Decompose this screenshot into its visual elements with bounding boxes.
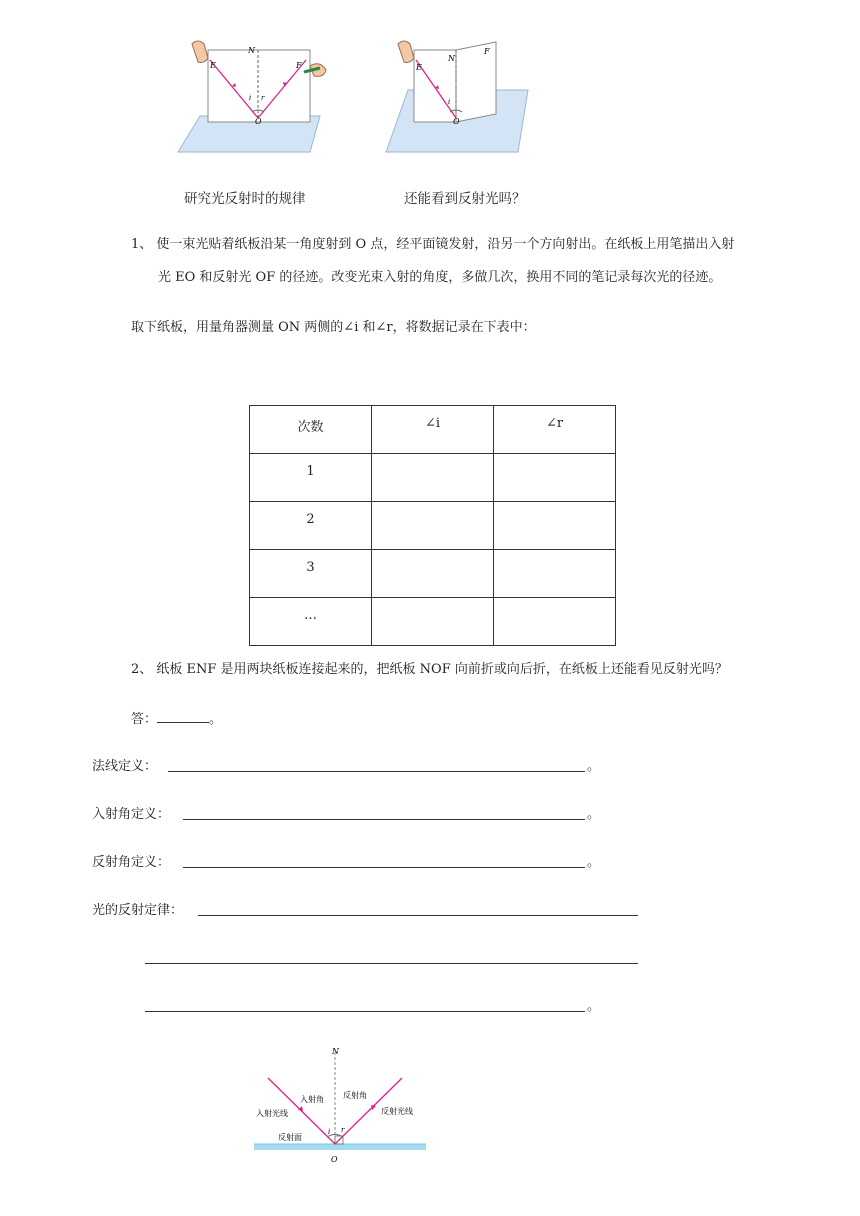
label-e: E [416, 63, 422, 72]
cell-angle-r[interactable] [494, 550, 616, 598]
incident-angle-definition-label: 入射角定义： [92, 807, 171, 822]
surface-label: 反射面 [278, 1133, 302, 1142]
reflection-law-blank-1[interactable] [198, 915, 638, 916]
row-number: 3 [250, 550, 372, 598]
cell-angle-i[interactable] [372, 550, 494, 598]
reflection-angle-label: 反射角 [343, 1091, 367, 1100]
step1-line2: 光 EO 和反射光 OF 的径迹。改变光束入射的角度，多做几次，换用不同的笔记录每次光的径迹。 [158, 270, 722, 285]
label-r: r [261, 94, 265, 102]
step1-line1: 1、 使一束光贴着纸板沿某一角度射到 O 点，经平面镜发射，沿另一个方向射出。在纸板上用笔描出入射 [131, 237, 735, 252]
row-number: … [250, 598, 372, 646]
period: 。 [587, 759, 601, 774]
period: 。 [587, 855, 601, 870]
label-f: F [484, 47, 490, 56]
label-n: N [248, 46, 255, 55]
reflection-law-label: 光的反射定律： [92, 903, 184, 918]
label-n: N [332, 1047, 339, 1056]
cell-angle-r[interactable] [494, 598, 616, 646]
header-angle-r: ∠r [494, 406, 616, 454]
period: 。 [587, 807, 601, 822]
reflection-apparatus-figure [170, 38, 340, 158]
incident-ray-label: 入射光线 [256, 1109, 288, 1118]
period: 。 [587, 999, 601, 1014]
cell-angle-i[interactable] [372, 454, 494, 502]
label-i: i [249, 94, 252, 102]
reflected-ray-label: 反射光线 [381, 1107, 413, 1116]
label-o: O [331, 1155, 338, 1164]
incident-angle-definition-blank[interactable] [183, 819, 585, 820]
step2-question: 2、 纸板 ENF 是用两块纸板连接起来的，把纸板 NOF 向前折或向后折，在纸板上还能看见反射光吗？ [131, 662, 728, 677]
reflection-law-blank-3[interactable] [145, 1011, 585, 1012]
incident-angle-label: 入射角 [300, 1095, 324, 1104]
label-o: O [453, 117, 460, 126]
normal-definition-label: 法线定义： [92, 759, 158, 774]
row-number: 1 [250, 454, 372, 502]
header-angle-i: ∠i [372, 406, 494, 454]
table-row [250, 502, 616, 550]
row-number: 2 [250, 502, 372, 550]
answer-blank[interactable] [157, 708, 209, 723]
label-i: i [328, 1128, 331, 1136]
cell-angle-i[interactable] [372, 598, 494, 646]
table-header-row [250, 406, 616, 454]
reflection-law-diagram [250, 1040, 440, 1170]
right-caption: 还能看到反射光吗？ [404, 191, 526, 207]
label-i: i [448, 98, 451, 106]
reflection-angle-definition-blank[interactable] [183, 867, 585, 868]
label-e: E [210, 61, 216, 70]
table-row [250, 454, 616, 502]
normal-definition-blank[interactable] [168, 771, 585, 772]
answer-period: 。 [209, 712, 223, 727]
label-r: r [341, 1126, 345, 1134]
reflection-angle-definition-label: 反射角定义： [92, 855, 171, 870]
cell-angle-r[interactable] [494, 502, 616, 550]
reflection-law-blank-2[interactable] [145, 963, 638, 964]
cell-angle-i[interactable] [372, 502, 494, 550]
step1-line3: 取下纸板，用量角器测量 ON 两侧的∠i 和∠r，将数据记录在下表中： [131, 320, 536, 335]
folded-board-figure [378, 38, 538, 158]
measurement-table [249, 405, 616, 646]
left-caption: 研究光反射时的规律 [184, 191, 306, 207]
answer-line [131, 708, 222, 730]
table-row [250, 550, 616, 598]
table-row [250, 598, 616, 646]
answer-label: 答： [131, 712, 158, 727]
cell-angle-r[interactable] [494, 454, 616, 502]
header-count: 次数 [250, 406, 372, 454]
label-n: N [448, 54, 455, 63]
label-f: F [296, 61, 302, 70]
label-o: O [255, 117, 262, 126]
